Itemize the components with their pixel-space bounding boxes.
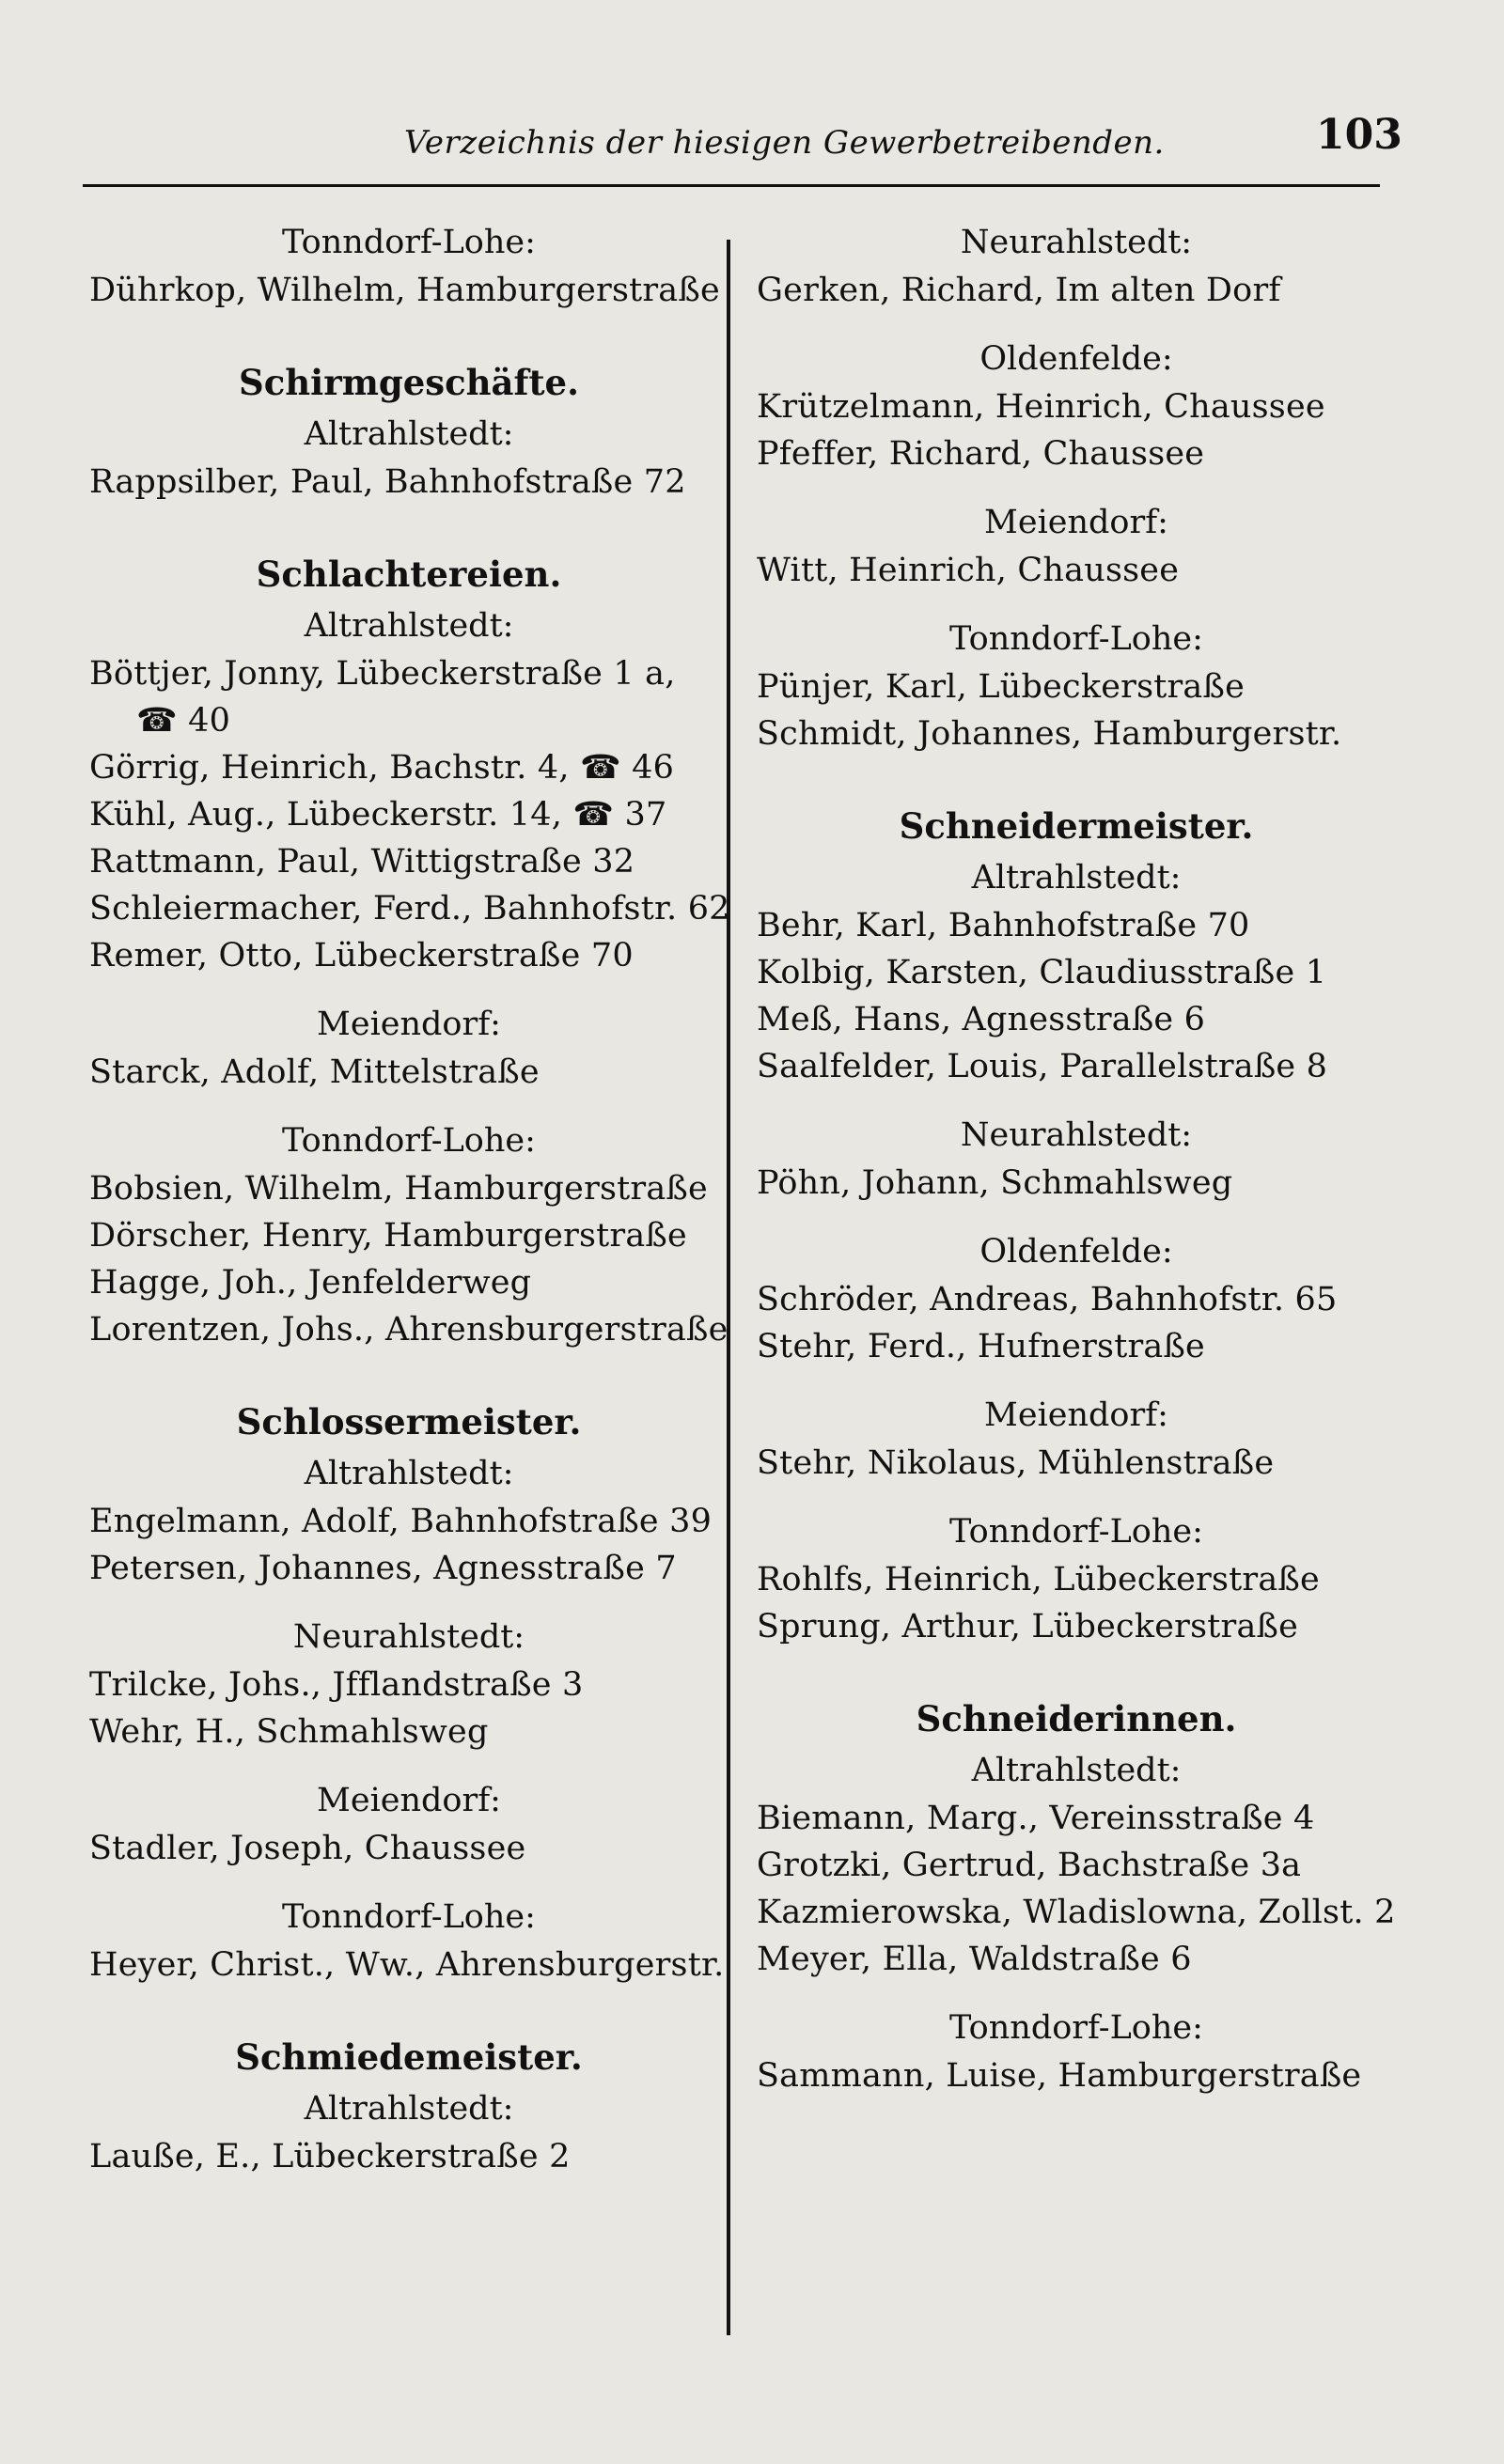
entry-list <box>757 1556 1396 1650</box>
locality-heading: Oldenfelde: <box>979 340 1173 378</box>
entry-list <box>757 902 1396 1090</box>
entry-list <box>757 1795 1396 1983</box>
directory-entry: Starck, Adolf, Mittelstraße <box>89 1053 540 1091</box>
entry-list <box>89 650 728 979</box>
entry-list <box>757 1276 1396 1370</box>
entry-list <box>89 1498 728 1592</box>
directory-entry: ☎ 40 <box>136 702 231 740</box>
locality-heading: Tonndorf-Lohe: <box>949 2009 1203 2047</box>
locality-heading: Tonndorf-Lohe: <box>282 224 536 261</box>
directory-entry: Hagge, Joh., Jenfelderweg <box>89 1264 532 1302</box>
directory-section <box>89 547 728 1353</box>
directory-section <box>757 799 1396 1650</box>
running-head: Verzeichnis der hiesigen Gewerbetreibenden. <box>404 124 1165 162</box>
section-title: Schneiderinnen. <box>916 1698 1237 1739</box>
directory-entry: Böttjer, Jonny, Lübeckerstraße 1 a, <box>89 655 676 693</box>
entry-list <box>757 1440 1396 1487</box>
directory-entry: Görrig, Heinrich, Bachstr. 4, ☎ 46 <box>89 749 675 787</box>
entry-list <box>89 1165 728 1353</box>
locality-heading: Altrahlstedt: <box>971 859 1182 897</box>
directory-entry: Trilcke, Johs., Jfflandstraße 3 <box>89 1666 584 1704</box>
directory-entry: Schmidt, Johannes, Hamburgerstr. <box>757 715 1342 753</box>
left-column <box>89 218 728 2180</box>
directory-section <box>757 1692 1396 2099</box>
locality-heading: Meiendorf: <box>317 1006 501 1043</box>
directory-entry: Rattmann, Paul, Wittigstraße 32 <box>89 843 635 881</box>
directory-entry: Pünjer, Karl, Lübeckerstraße <box>757 668 1245 706</box>
directory-entry: Meß, Hans, Agnesstraße 6 <box>757 1001 1206 1038</box>
locality-heading: Tonndorf-Lohe: <box>949 1513 1203 1551</box>
directory-entry: Stehr, Nikolaus, Mühlenstraße <box>757 1444 1275 1482</box>
entry-list <box>757 1160 1396 1207</box>
locality-heading: Tonndorf-Lohe: <box>949 620 1203 658</box>
entry-list <box>89 1661 728 1755</box>
locality-heading: Altrahlstedt: <box>304 1455 514 1492</box>
directory-entry: Pfeffer, Richard, Chaussee <box>757 435 1205 473</box>
locality-heading: Altrahlstedt: <box>971 1752 1182 1789</box>
entry-list <box>757 663 1396 757</box>
directory-entry: Grotzki, Gertrud, Bachstraße 3a <box>757 1847 1302 1884</box>
section-title: Schlachtereien. <box>256 554 562 595</box>
directory-entry: Dörscher, Henry, Hamburgerstraße <box>89 1217 687 1255</box>
directory-entry: Kolbig, Karsten, Claudiusstraße 1 <box>757 954 1327 991</box>
page-number: 103 <box>1316 111 1402 159</box>
directory-entry: Saalfelder, Louis, Parallelstraße 8 <box>757 1048 1328 1085</box>
directory-entry: Krützelmann, Heinrich, Chaussee <box>757 388 1325 426</box>
locality-heading: Neurahlstedt: <box>960 224 1193 261</box>
locality-heading: Tonndorf-Lohe: <box>282 1898 536 1936</box>
entry-list <box>757 383 1396 477</box>
directory-entry: Remer, Otto, Lübeckerstraße 70 <box>89 937 634 975</box>
directory-section <box>89 218 728 314</box>
entry-list <box>89 267 728 314</box>
directory-entry: Pöhn, Johann, Schmahlsweg <box>757 1164 1233 1202</box>
locality-heading: Meiendorf: <box>317 1782 501 1819</box>
directory-entry: Kühl, Aug., Lübeckerstr. 14, ☎ 37 <box>89 796 667 834</box>
locality-heading: Altrahlstedt: <box>304 2090 514 2128</box>
entry-list <box>89 1049 728 1096</box>
directory-section <box>89 2030 728 2180</box>
section-title: Schlossermeister. <box>236 1401 582 1443</box>
entry-list <box>89 1825 728 1872</box>
directory-entry: Witt, Heinrich, Chaussee <box>757 552 1180 589</box>
directory-section <box>89 1395 728 1988</box>
directory-entry: Heyer, Christ., Ww., Ahrensburgerstr. <box>89 1946 725 1984</box>
entry-list <box>89 2133 728 2180</box>
section-title: Schmiedemeister. <box>235 2036 583 2078</box>
directory-section <box>89 355 728 506</box>
locality-heading: Neurahlstedt: <box>292 1618 525 1656</box>
directory-entry: Schröder, Andreas, Bahnhofstr. 65 <box>757 1281 1338 1318</box>
directory-entry: Stadler, Joseph, Chaussee <box>89 1830 526 1867</box>
directory-entry: Behr, Karl, Bahnhofstraße 70 <box>757 907 1250 944</box>
locality-heading: Tonndorf-Lohe: <box>282 1122 536 1160</box>
header-rule <box>83 184 1380 187</box>
directory-entry: Meyer, Ella, Waldstraße 6 <box>757 1941 1192 1978</box>
directory-entry: Biemann, Marg., Vereinsstraße 4 <box>757 1800 1315 1837</box>
directory-entry: Lorentzen, Johs., Ahrensburgerstraße <box>89 1311 728 1349</box>
directory-entry: Rappsilber, Paul, Bahnhofstraße 72 <box>89 463 686 501</box>
directory-entry: Schleiermacher, Ferd., Bahnhofstr. 62 <box>89 890 730 928</box>
directory-entry: Wehr, H., Schmahlsweg <box>89 1713 489 1751</box>
entry-list <box>757 547 1396 594</box>
section-title: Schirmgeschäfte. <box>239 362 579 403</box>
entry-list <box>757 2052 1396 2099</box>
directory-entry: Sprung, Arthur, Lübeckerstraße <box>757 1608 1299 1645</box>
directory-entry: Lauße, E., Lübeckerstraße 2 <box>89 2138 571 2175</box>
entry-list <box>757 267 1396 314</box>
locality-heading: Meiendorf: <box>984 1396 1168 1434</box>
directory-entry: Gerken, Richard, Im alten Dorf <box>757 272 1281 309</box>
directory-entry: Bobsien, Wilhelm, Hamburgerstraße <box>89 1170 708 1208</box>
locality-heading: Altrahlstedt: <box>304 415 514 453</box>
directory-entry: Kazmierowska, Wladislowna, Zollst. 2 <box>757 1894 1396 1931</box>
directory-entry: Rohlfs, Heinrich, Lübeckerstraße <box>757 1561 1320 1598</box>
entry-list <box>89 459 728 506</box>
entry-list <box>89 1942 728 1988</box>
directory-entry: Engelmann, Adolf, Bahnhofstraße 39 <box>89 1503 713 1540</box>
locality-heading: Altrahlstedt: <box>304 607 514 645</box>
directory-entry: Sammann, Luise, Hamburgerstraße <box>757 2057 1362 2095</box>
directory-entry: Dührkop, Wilhelm, Hamburgerstraße <box>89 272 720 309</box>
directory-section <box>757 218 1396 757</box>
section-title: Schneidermeister. <box>899 805 1254 847</box>
locality-heading: Oldenfelde: <box>979 1233 1173 1271</box>
locality-heading: Neurahlstedt: <box>960 1116 1193 1154</box>
directory-entry: Stehr, Ferd., Hufnerstraße <box>757 1328 1205 1365</box>
locality-heading: Meiendorf: <box>984 504 1168 541</box>
directory-entry: Petersen, Johannes, Agnesstraße 7 <box>89 1550 677 1587</box>
right-column <box>757 218 1396 2099</box>
